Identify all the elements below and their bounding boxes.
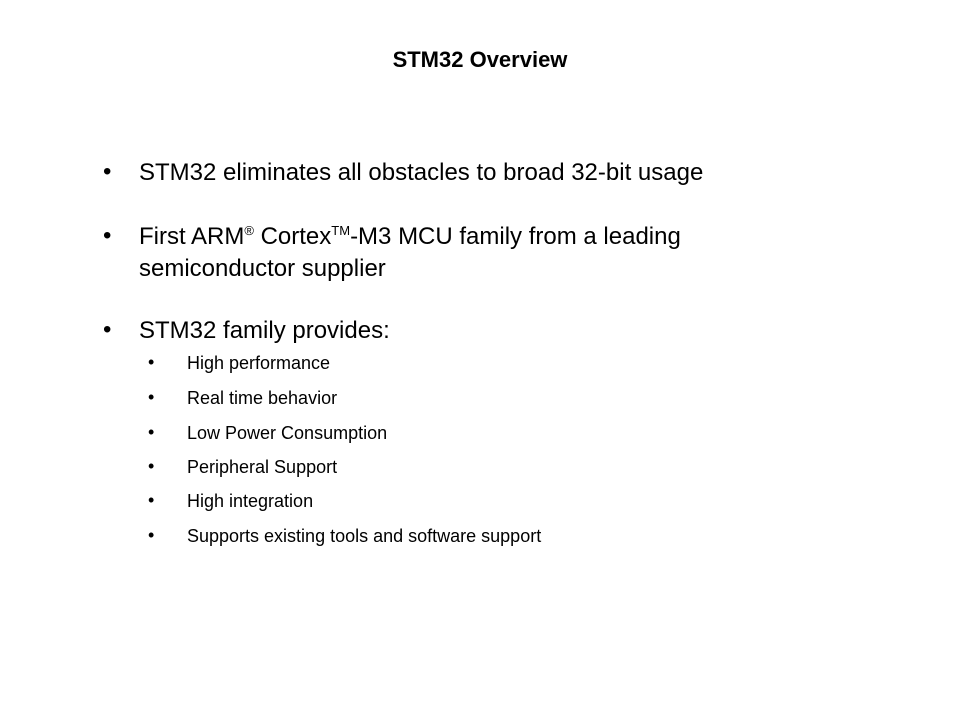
sub-bullet-marker: • — [148, 525, 155, 545]
sub-bullet-text: Supports existing tools and software support — [187, 526, 542, 546]
bullet-text — [139, 222, 839, 283]
bullet-text-part: First ARM — [139, 223, 245, 250]
bullet-text: STM32 family provides: — [139, 317, 390, 344]
bullet-marker: • — [103, 222, 112, 249]
registered-mark: ® — [244, 223, 254, 238]
bullet-text-part: Cortex — [253, 223, 332, 250]
bullet-text-part: -M3 MCU family from a leading — [350, 223, 681, 250]
sub-bullet-marker: • — [148, 387, 155, 407]
sub-bullet-text: High performance — [187, 353, 331, 373]
bullet-marker: • — [103, 158, 112, 185]
sub-bullet-marker: • — [148, 490, 155, 510]
sub-bullet-text: High integration — [187, 491, 314, 511]
sub-bullet-marker: • — [148, 456, 155, 476]
bullet-marker: • — [103, 316, 112, 343]
bullet-text-part: semiconductor supplier — [139, 255, 386, 282]
trademark-mark: TM — [331, 223, 351, 238]
sub-bullet-text: Peripheral Support — [187, 457, 338, 477]
sub-bullet-marker: • — [148, 352, 155, 372]
sub-bullet-text: Real time behavior — [187, 388, 338, 408]
sub-bullet-text: Low Power Consumption — [187, 423, 388, 443]
slide-title: STM32 Overview — [392, 47, 568, 72]
sub-bullet-marker: • — [148, 422, 155, 442]
bullet-text: STM32 eliminates all obstacles to broad 32-bit usage — [139, 159, 704, 186]
